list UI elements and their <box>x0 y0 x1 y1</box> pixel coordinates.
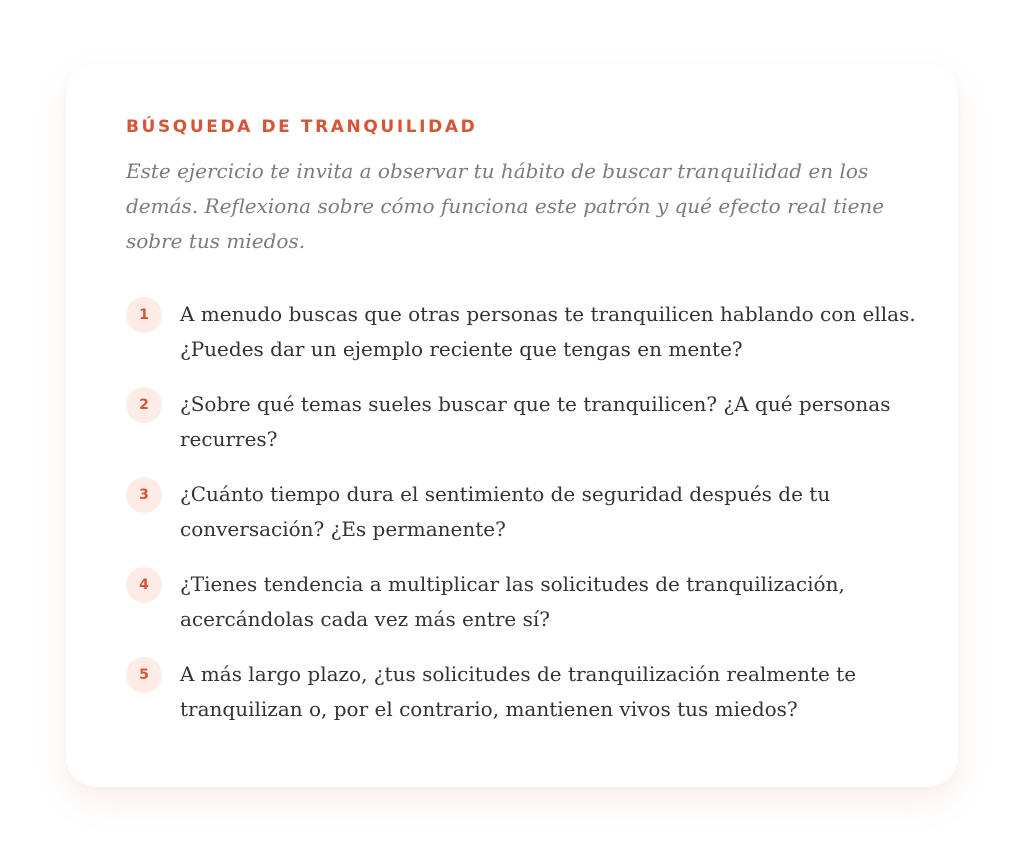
question-number-badge: 3 <box>126 477 162 513</box>
intro-text: Este ejercicio te invita a observar tu hábito de buscar tranquilidad en los demás. Reflexiona sobre cómo funciona este patrón y qué efecto real tiene sobre tus miedos. <box>126 159 885 253</box>
question-number-badge: 5 <box>126 657 162 693</box>
question-list <box>126 297 916 727</box>
question-text: A más largo plazo, ¿tus solicitudes de tranquilización realmente te tranquilizan o, por el contrario, mantienen vivos tus miedos? <box>180 662 857 721</box>
exercise-card <box>66 64 958 787</box>
section-title: BÚSQUEDA DE TRANQUILIDAD <box>126 117 478 137</box>
question-item-2 <box>126 387 920 457</box>
question-number-badge: 1 <box>126 297 162 333</box>
question-text: A menudo buscas que otras personas te tranquilicen hablando con ellas. ¿Puedes dar un ejemplo reciente que tengas en mente? <box>180 302 916 361</box>
question-item-4 <box>126 567 920 637</box>
question-text: ¿Tienes tendencia a multiplicar las solicitudes de tranquilización, acercándolas cada vez más entre sí? <box>180 572 845 631</box>
question-number-badge: 4 <box>126 567 162 603</box>
question-item-5 <box>126 657 920 727</box>
question-number-badge: 2 <box>126 387 162 423</box>
question-item-3 <box>126 477 920 547</box>
question-item-1 <box>126 297 920 367</box>
question-text: ¿Cuánto tiempo dura el sentimiento de seguridad después de tu conversación? ¿Es permanente? <box>180 482 831 541</box>
question-text: ¿Sobre qué temas sueles buscar que te tranquilicen? ¿A qué personas recurres? <box>180 392 891 451</box>
